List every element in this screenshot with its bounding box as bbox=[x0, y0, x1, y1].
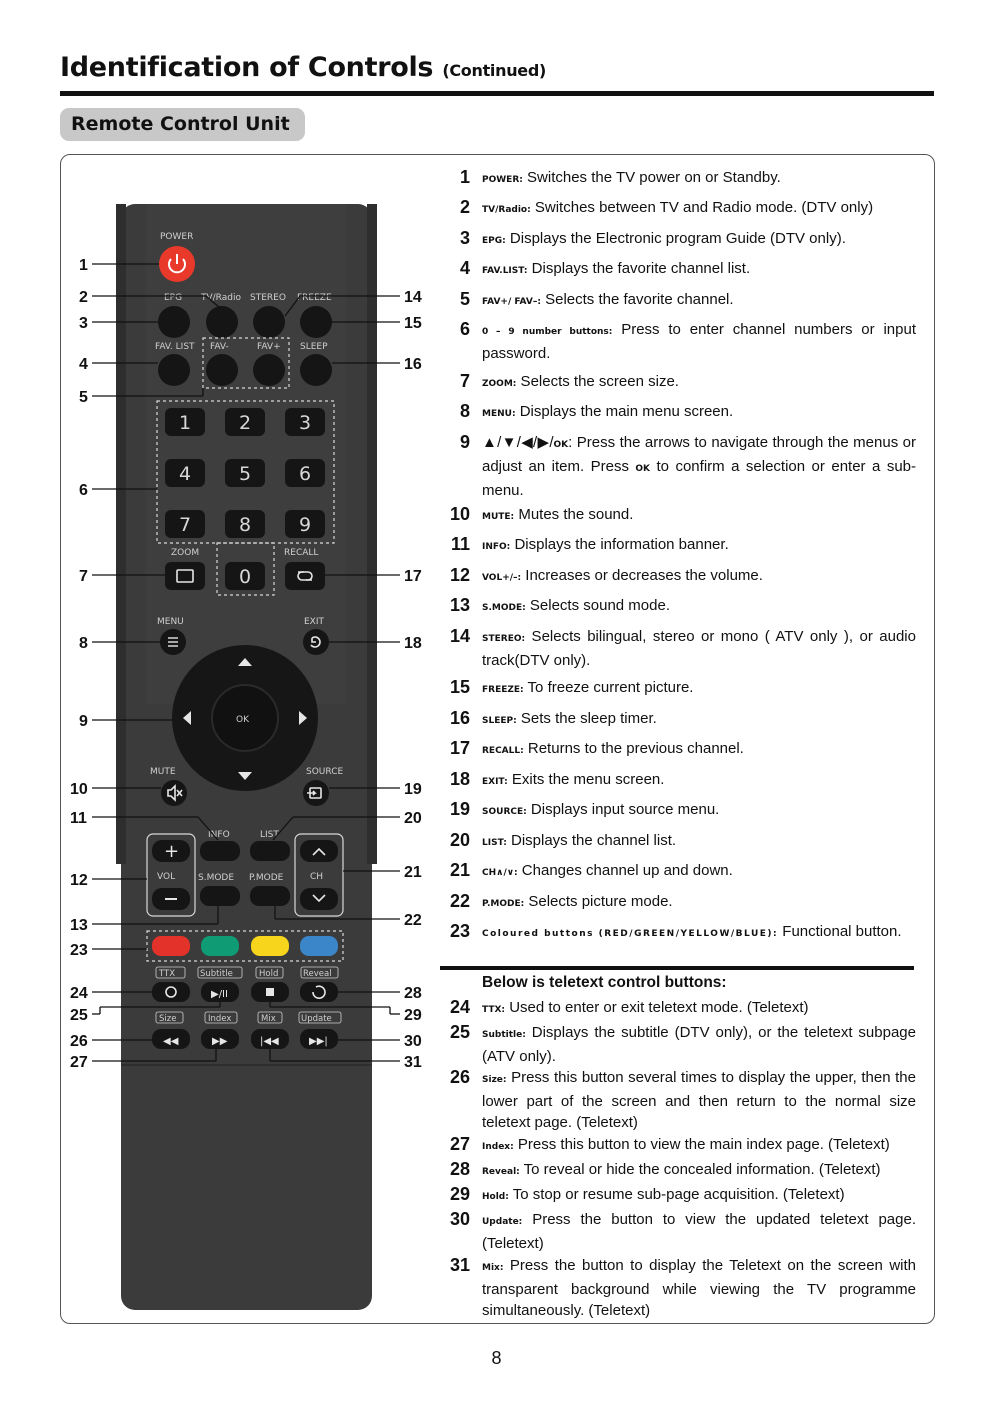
teletext-heading: Below is teletext control buttons: bbox=[482, 974, 727, 991]
blue-button[interactable] bbox=[300, 936, 338, 956]
ch-label: CH bbox=[310, 872, 324, 882]
power-label: POWER bbox=[160, 232, 194, 242]
item-number: 2 bbox=[459, 197, 470, 217]
item-number: 24 bbox=[449, 997, 470, 1017]
callout-23: 23 bbox=[70, 942, 88, 959]
callout-26: 26 bbox=[70, 1033, 88, 1050]
item-number: 16 bbox=[449, 708, 470, 728]
page-title: Identification of Controls (Continued) bbox=[60, 52, 546, 83]
digit-4: 4 bbox=[179, 463, 192, 485]
pmode-button[interactable] bbox=[250, 886, 290, 906]
sleep-label: SLEEP bbox=[300, 342, 328, 352]
smode-label: S.MODE bbox=[198, 873, 235, 883]
item-number: 12 bbox=[449, 565, 470, 585]
item-number: 20 bbox=[449, 830, 470, 850]
item-number: 5 bbox=[459, 289, 470, 309]
item-number: 10 bbox=[449, 504, 470, 524]
item-number: 3 bbox=[459, 228, 470, 248]
callout-22: 22 bbox=[404, 912, 422, 929]
section-tab: Remote Control Unit bbox=[60, 108, 305, 141]
epg-button[interactable] bbox=[158, 306, 190, 338]
info-button[interactable] bbox=[200, 841, 240, 861]
hold-icon bbox=[266, 988, 274, 996]
size-label: Size bbox=[159, 1014, 177, 1024]
recall-button[interactable] bbox=[285, 562, 325, 590]
freeze-button[interactable] bbox=[300, 306, 332, 338]
source-label: SOURCE bbox=[306, 767, 344, 777]
callout-8: 8 bbox=[79, 635, 88, 652]
info-label: INFO bbox=[208, 830, 230, 840]
vol-label: VOL bbox=[157, 872, 176, 882]
callout-27: 27 bbox=[70, 1054, 88, 1071]
item-number: 15 bbox=[449, 677, 470, 697]
callout-19: 19 bbox=[404, 781, 422, 798]
sleep-button[interactable] bbox=[300, 354, 332, 386]
tv-radio-button[interactable] bbox=[206, 306, 238, 338]
fast-forward-icon: ▶▶ bbox=[212, 1036, 228, 1047]
ch-down-button[interactable] bbox=[300, 888, 338, 910]
item-number: 18 bbox=[449, 769, 470, 789]
item-number: 25 bbox=[449, 1022, 470, 1042]
digit-8: 8 bbox=[239, 514, 252, 536]
callout-11: 11 bbox=[70, 810, 87, 827]
callout-9: 9 bbox=[79, 713, 88, 730]
fav-list-button[interactable] bbox=[158, 354, 190, 386]
vol-plus-icon: + bbox=[164, 841, 180, 862]
mute-label: MUTE bbox=[150, 767, 176, 777]
callout-13: 13 bbox=[70, 917, 88, 934]
callout-17: 17 bbox=[404, 568, 422, 585]
previous-icon: |◀◀ bbox=[260, 1036, 279, 1047]
stereo-button[interactable] bbox=[253, 306, 285, 338]
item-number: 19 bbox=[449, 799, 470, 819]
callout-1: 1 bbox=[79, 257, 88, 274]
remote-control-illustration bbox=[60, 160, 440, 1310]
mix-label: Mix bbox=[261, 1014, 276, 1024]
callout-24: 24 bbox=[70, 985, 88, 1002]
callout-25: 25 bbox=[70, 1007, 88, 1024]
item-number: 26 bbox=[449, 1067, 470, 1087]
ok-label: OK bbox=[236, 715, 249, 725]
callout-4: 4 bbox=[79, 356, 88, 373]
subtitle-label: Subtitle bbox=[200, 969, 233, 979]
item-number: 28 bbox=[449, 1159, 470, 1179]
item-number: 4 bbox=[459, 258, 470, 278]
next-icon: ▶▶| bbox=[309, 1036, 328, 1047]
fav-minus-label: FAV- bbox=[210, 342, 229, 352]
digit-5: 5 bbox=[239, 463, 252, 485]
mute-button[interactable] bbox=[161, 780, 187, 806]
item-number: 1 bbox=[459, 167, 470, 187]
digit-2: 2 bbox=[239, 412, 252, 434]
item-number: 31 bbox=[449, 1255, 470, 1275]
fav-plus-button[interactable] bbox=[253, 354, 285, 386]
item-number: 22 bbox=[449, 891, 470, 911]
smode-button[interactable] bbox=[200, 886, 240, 906]
callout-20: 20 bbox=[404, 810, 422, 827]
description-list: 1 POWER: Switches the TV power on or Standby. 2 TV/Radio: Switches between TV and Radio mode. (DTV only) 3 EPG: Displays the Electronic program Guide (DTV only). 4 FAV.LIST: Displays the favorite channel list. 5 FAV+/ FAV–: Selects the favorite channel. 6 0 – 9 number buttons: Press to enter channel numbers or input password. 7 ZOOM: Selects the screen size. 8 MENU: Displays the main menu screen. 9 ▲/▼/◀/▶/OK: Press the arrows to navigate through the menus or adjust an item. Press OK to confirm a selection or enter a sub-menu. 10 MUTE: Mutes the sound. 11 INFO: Displays the information banner. 12 VOL+/–: Increases or decreases the volume. 13 S.MODE: Selects sound mode. 14 STEREO: Selects bilingual, stereo or mono ( ATV only ), or audio track(DTV only). 15 FREEZE: To freeze current picture. 16 SLEEP: Sets the sleep timer. 17 RECALL: Returns to the previous channel. 18 EXIT: Exits the menu screen. 19 SOURCE: Displays input source menu. 20 LIST: Displays the channel list. 21 CH∧/∨: Changes channel up and down. 22 P.MODE: Selects picture mode. 23 Coloured buttons (RED/GREEN/YELLOW/BLUE): Functional button. 24 TTX: Used to enter or exit teletext mode. (Teletext) 25 Subtitle: Displays the subtitle (DTV only), or the teletext subpage (ATV only). 26 Size: Press this button several times to display the upper, then the lower part of the screen and then return to the normal size teletext page. (Teletext) 27 Index: Press this button to view the main index page. (Teletext) 28 Reveal: To reveal or hide the concealed information. (Teletext) 29 Hold: To stop or resume sub-page acquisition. (Teletext) 30 Update: Press the button to view the updated teletext page. (Teletext) 31 Mix: Press the button to display the Teletext on the screen with transparent background while viewing the TV programme simultaneously. (Teletext) bbox=[440, 0, 930, 1330]
item-number: 30 bbox=[449, 1209, 470, 1229]
item-number: 9 bbox=[459, 432, 470, 452]
arrow-keys-icon: ▲/▼/◀/▶/ bbox=[482, 434, 554, 451]
callout-21: 21 bbox=[404, 864, 422, 881]
hold-label: Hold bbox=[259, 969, 279, 979]
callout-12: 12 bbox=[70, 872, 88, 889]
callout-30: 30 bbox=[404, 1033, 422, 1050]
page-number: 8 bbox=[491, 1348, 502, 1368]
fav-plus-label: FAV+ bbox=[257, 342, 281, 352]
item-number: 17 bbox=[449, 738, 470, 758]
ttx-label: TTX bbox=[159, 969, 176, 979]
yellow-button[interactable] bbox=[251, 936, 289, 956]
digit-6: 6 bbox=[299, 463, 312, 485]
item-number: 23 bbox=[449, 921, 470, 941]
digit-7: 7 bbox=[179, 514, 192, 536]
callout-2: 2 bbox=[79, 289, 88, 306]
item-number: 21 bbox=[449, 860, 470, 880]
digit-0: 0 bbox=[239, 566, 252, 588]
callout-15: 15 bbox=[404, 315, 422, 332]
ttx-button[interactable] bbox=[152, 982, 190, 1002]
fav-minus-button[interactable] bbox=[206, 354, 238, 386]
item-number: 6 bbox=[459, 319, 470, 339]
callout-29: 29 bbox=[404, 1007, 422, 1024]
teletext-divider bbox=[440, 966, 914, 970]
epg-label: EPG bbox=[164, 293, 183, 303]
page-title-suffix: (Continued) bbox=[442, 61, 546, 80]
green-button[interactable] bbox=[201, 936, 239, 956]
reveal-label: Reveal bbox=[303, 969, 332, 979]
list-label: LIST bbox=[260, 830, 279, 840]
red-button[interactable] bbox=[152, 936, 190, 956]
freeze-label: FREEZE bbox=[297, 293, 332, 303]
item-number: 27 bbox=[449, 1134, 470, 1154]
digit-9: 9 bbox=[299, 514, 312, 536]
update-label: Update bbox=[301, 1014, 332, 1024]
zoom-button[interactable] bbox=[165, 562, 205, 590]
callout-3: 3 bbox=[79, 315, 88, 332]
callout-5: 5 bbox=[79, 389, 88, 406]
menu-label: MENU bbox=[157, 617, 184, 627]
digit-3: 3 bbox=[299, 412, 312, 434]
callout-6: 6 bbox=[79, 482, 88, 499]
callout-28: 28 bbox=[404, 985, 422, 1002]
subtitle-icon: ▶/II bbox=[211, 989, 228, 1000]
callout-14: 14 bbox=[404, 289, 422, 306]
item-number: 11 bbox=[450, 534, 470, 554]
zoom-label: ZOOM bbox=[171, 548, 200, 558]
item-number: 13 bbox=[449, 595, 470, 615]
rewind-icon: ◀◀ bbox=[163, 1036, 179, 1047]
index-label: Index bbox=[208, 1014, 232, 1024]
digit-1: 1 bbox=[179, 412, 192, 434]
callout-7: 7 bbox=[79, 568, 88, 585]
pmode-label: P.MODE bbox=[249, 873, 284, 883]
recall-label: RECALL bbox=[284, 548, 319, 558]
stereo-label: STEREO bbox=[250, 293, 286, 303]
item-number: 29 bbox=[449, 1184, 470, 1204]
item-number: 8 bbox=[459, 401, 470, 421]
ch-up-button[interactable] bbox=[300, 840, 338, 862]
callout-10: 10 bbox=[70, 781, 88, 798]
tv-radio-label: TV/Radio bbox=[201, 293, 241, 303]
callout-16: 16 bbox=[404, 356, 422, 373]
fav-list-label: FAV. LIST bbox=[155, 342, 195, 352]
item-number: 7 bbox=[459, 371, 470, 391]
exit-label: EXIT bbox=[304, 617, 325, 627]
list-button[interactable] bbox=[250, 841, 290, 861]
callout-31: 31 bbox=[404, 1054, 422, 1071]
item-number: 14 bbox=[449, 626, 470, 646]
callout-18: 18 bbox=[404, 635, 422, 652]
